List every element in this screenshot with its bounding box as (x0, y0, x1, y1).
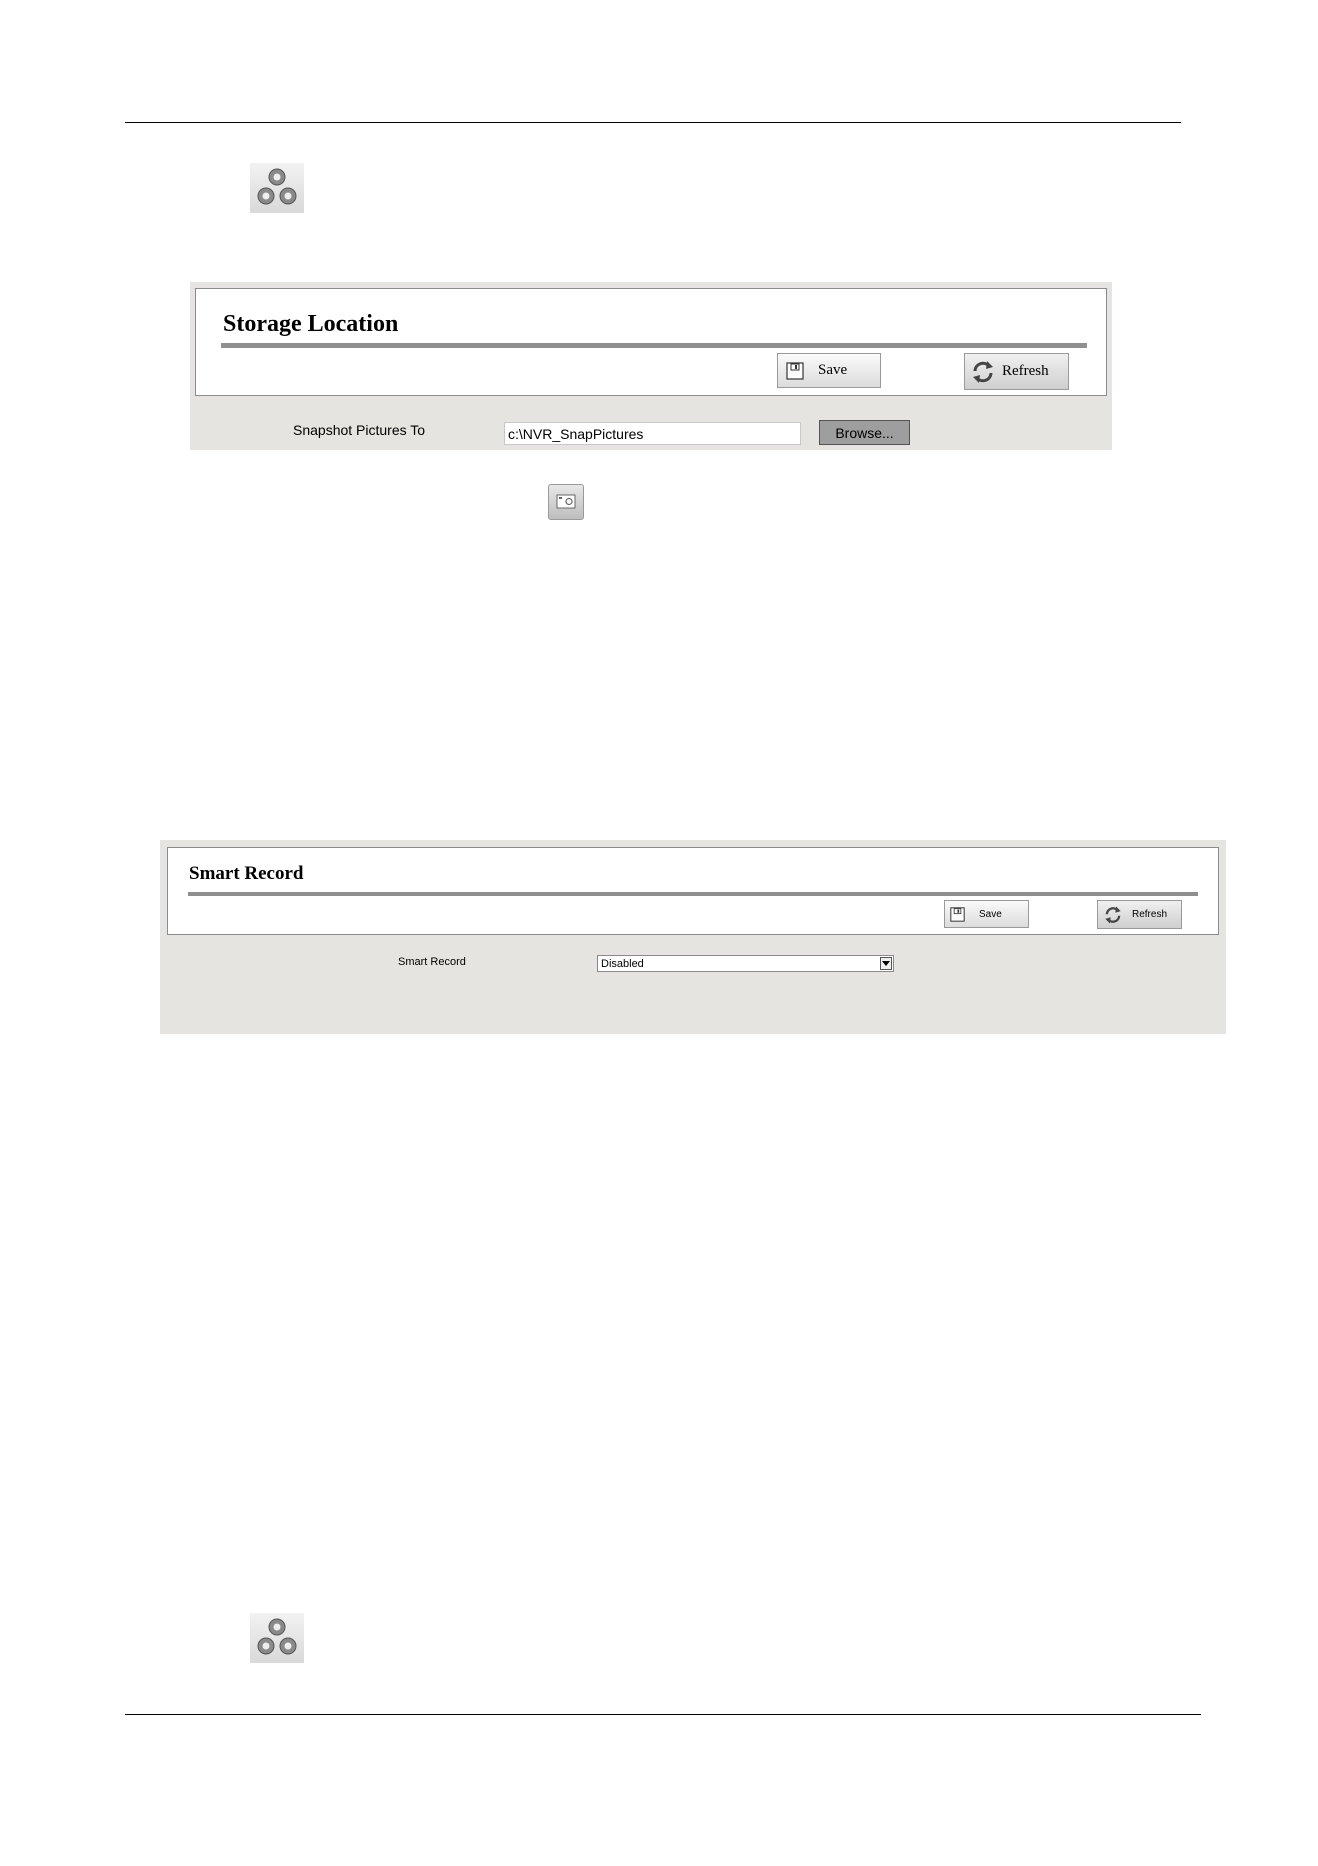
smart-record-panel (160, 840, 1226, 1034)
browse-button[interactable]: Browse... (819, 420, 910, 445)
refresh-icon (970, 359, 996, 385)
panel-title: Smart Record (189, 863, 304, 884)
refresh-icon (1103, 905, 1123, 925)
chevron-down-icon[interactable] (880, 957, 892, 970)
save-button-label: Save (818, 362, 848, 378)
refresh-button-label: Refresh (1132, 909, 1168, 920)
refresh-button[interactable] (1097, 900, 1182, 929)
refresh-button-label: Refresh (1002, 363, 1049, 379)
storage-location-header (195, 288, 1107, 396)
title-underline (188, 892, 1198, 896)
floppy-disk-icon (950, 907, 965, 922)
camera-icon[interactable] (548, 484, 584, 520)
snapshot-path-input[interactable] (504, 422, 801, 445)
smart-record-select[interactable] (597, 955, 894, 972)
save-button-label: Save (979, 908, 1002, 920)
gear-icon (250, 1613, 304, 1663)
storage-location-panel (190, 282, 1112, 450)
header-rule (125, 122, 1181, 123)
panel-title: Storage Location (223, 311, 399, 337)
smart-record-header (167, 847, 1219, 935)
footer-rule (125, 1714, 1201, 1715)
refresh-button[interactable] (964, 353, 1069, 390)
snapshot-pictures-label: Snapshot Pictures To (293, 422, 426, 438)
smart-record-selected-value: Disabled (601, 957, 644, 970)
smart-record-label: Smart Record (398, 956, 466, 968)
floppy-disk-icon (786, 362, 804, 380)
title-underline (221, 343, 1087, 348)
save-button[interactable] (944, 900, 1029, 928)
gear-icon (250, 163, 304, 213)
save-button[interactable] (777, 353, 881, 388)
